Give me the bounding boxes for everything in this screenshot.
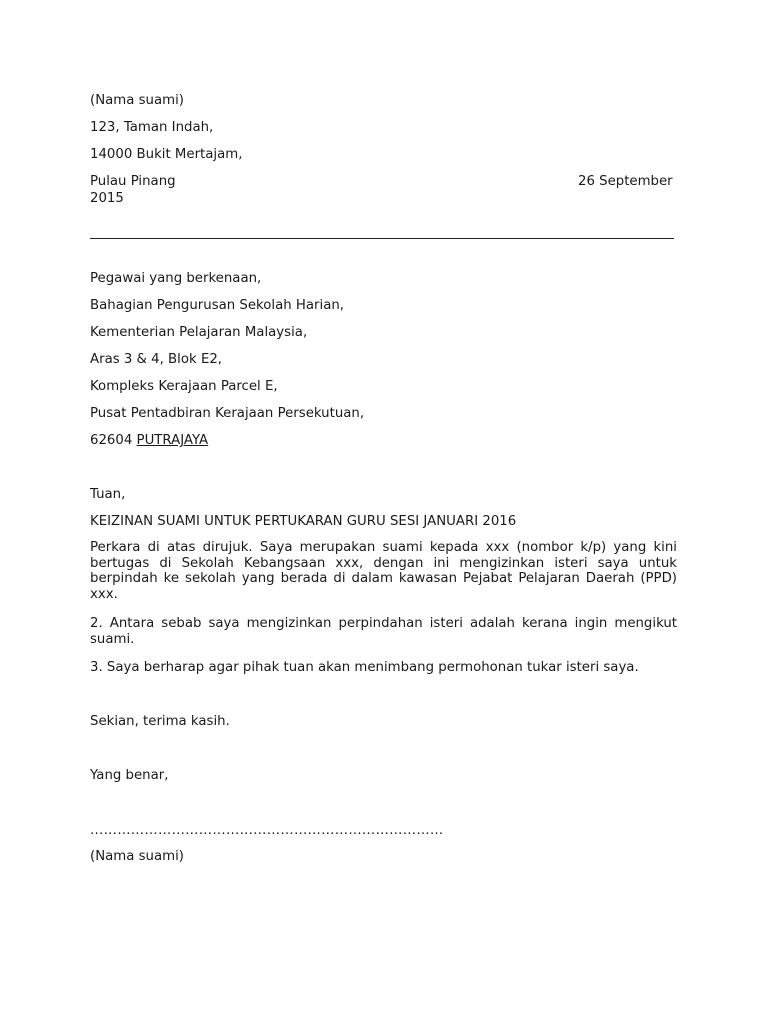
closing-line: Sekian, terima kasih. (90, 714, 230, 729)
sender-state: Pulau Pinang (90, 174, 176, 189)
recipient-line-1: Pegawai yang berkenaan, (90, 271, 262, 286)
recipient-postcode: 62604 (90, 433, 133, 448)
signer-name: (Nama suami) (90, 849, 184, 864)
recipient-line-2: Bahagian Pengurusan Sekolah Harian, (90, 298, 345, 313)
body-paragraph-3: 3. Saya berharap agar pihak tuan akan menimbang permohonan tukar isteri saya. (90, 660, 639, 675)
letter-date-year: 2015 (90, 191, 124, 206)
recipient-city: PUTRAJAYA (136, 433, 209, 448)
sender-address-line-1: 123, Taman Indah, (90, 120, 214, 135)
body-paragraph-2: 2. Antara sebab saya mengizinkan perpindahan isteri adalah kerana ingin mengikut suami. (90, 616, 677, 647)
signature-line: …………………………………………………………………… (90, 823, 444, 838)
recipient-line-6: Pusat Pentadbiran Kerajaan Persekutuan, (90, 406, 365, 421)
salutation: Tuan, (90, 487, 126, 502)
body-paragraph-1: Perkara di atas dirujuk. Saya merupakan suami kepada xxx (nombor k/p) yang kini bertugas di Sekolah Kebangsaan xxx, dengan ini mengizinkan isteri saya untuk berpindah ke sekolah yang berada di dalam kawasan Pejabat Pelajaran Daerah (PPD) xxx. (90, 540, 677, 602)
sender-address-line-2: 14000 Bukit Mertajam, (90, 147, 243, 162)
recipient-line-3: Kementerian Pelajaran Malaysia, (90, 325, 308, 340)
letter-date: 26 September (578, 174, 673, 189)
recipient-line-4: Aras 3 & 4, Blok E2, (90, 352, 223, 367)
header-divider (90, 238, 674, 239)
recipient-line-5: Kompleks Kerajaan Parcel E, (90, 379, 278, 394)
letter-subject: KEIZINAN SUAMI UNTUK PERTUKARAN GURU SESI JANUARI 2016 (90, 514, 517, 529)
sender-name: (Nama suami) (90, 93, 184, 108)
sign-off: Yang benar, (90, 768, 169, 783)
recipient-postcode-city (90, 432, 208, 449)
